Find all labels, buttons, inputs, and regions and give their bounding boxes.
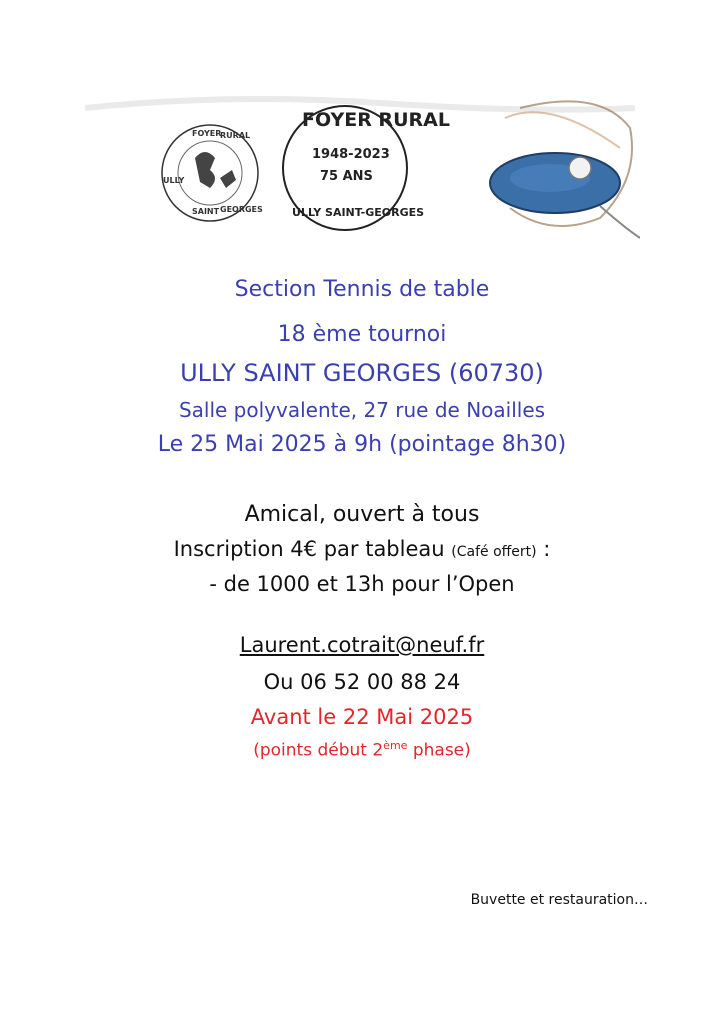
friendly-note: Amical, ouvert à tous [244,502,480,527]
athletes-icon [195,152,215,188]
section-title: Section Tennis de table [234,277,490,302]
paddle-drawing [490,101,640,238]
town: ULLY SAINT GEORGES (60730) [180,359,544,387]
email-line [0,633,724,657]
header-banner [80,88,640,248]
fee-colon: : [536,537,551,561]
email-link[interactable]: Laurent.cotrait@neuf.fr [239,633,485,657]
fee-main: Inscription 4€ par tableau [173,537,445,561]
svg-text:ULLY: ULLY [163,176,185,185]
open-rule: - de 1000 et 13h pour l’Open [209,572,515,596]
venue: Salle polyvalente, 27 rue de Noailles [178,398,546,422]
svg-text:75 ANS: 75 ANS [320,169,373,184]
phone: Ou 06 52 00 88 24 [263,670,461,694]
foyer-rural-small-logo [162,125,263,221]
ball-icon [569,157,591,179]
fee-line [0,537,724,561]
banner-art [80,88,640,248]
foyer-rural-75-ans-stamp [283,106,450,230]
svg-text:FOYER: FOYER [192,129,222,138]
svg-text:ULLY SAINT-GEORGES: ULLY SAINT-GEORGES [292,206,425,219]
svg-text:RURAL: RURAL [220,131,251,140]
points-pre: (points début 2 [253,740,384,761]
svg-text:FOYER RURAL: FOYER RURAL [302,109,450,131]
points-post: phase) [407,740,471,761]
svg-text:GEORGES: GEORGES [220,205,263,214]
footer-note: Buvette et restauration… [470,892,648,908]
svg-text:SAINT: SAINT [192,207,220,216]
fee-note: (Café offert) [451,544,537,560]
points-sup: ème [383,739,408,752]
event-date: Le 25 Mai 2025 à 9h (pointage 8h30) [157,432,567,457]
svg-text:1948-2023: 1948-2023 [312,147,390,162]
points-note [0,739,724,761]
edition: 18 ème tournoi [277,322,447,347]
deadline: Avant le 22 Mai 2025 [250,705,474,729]
